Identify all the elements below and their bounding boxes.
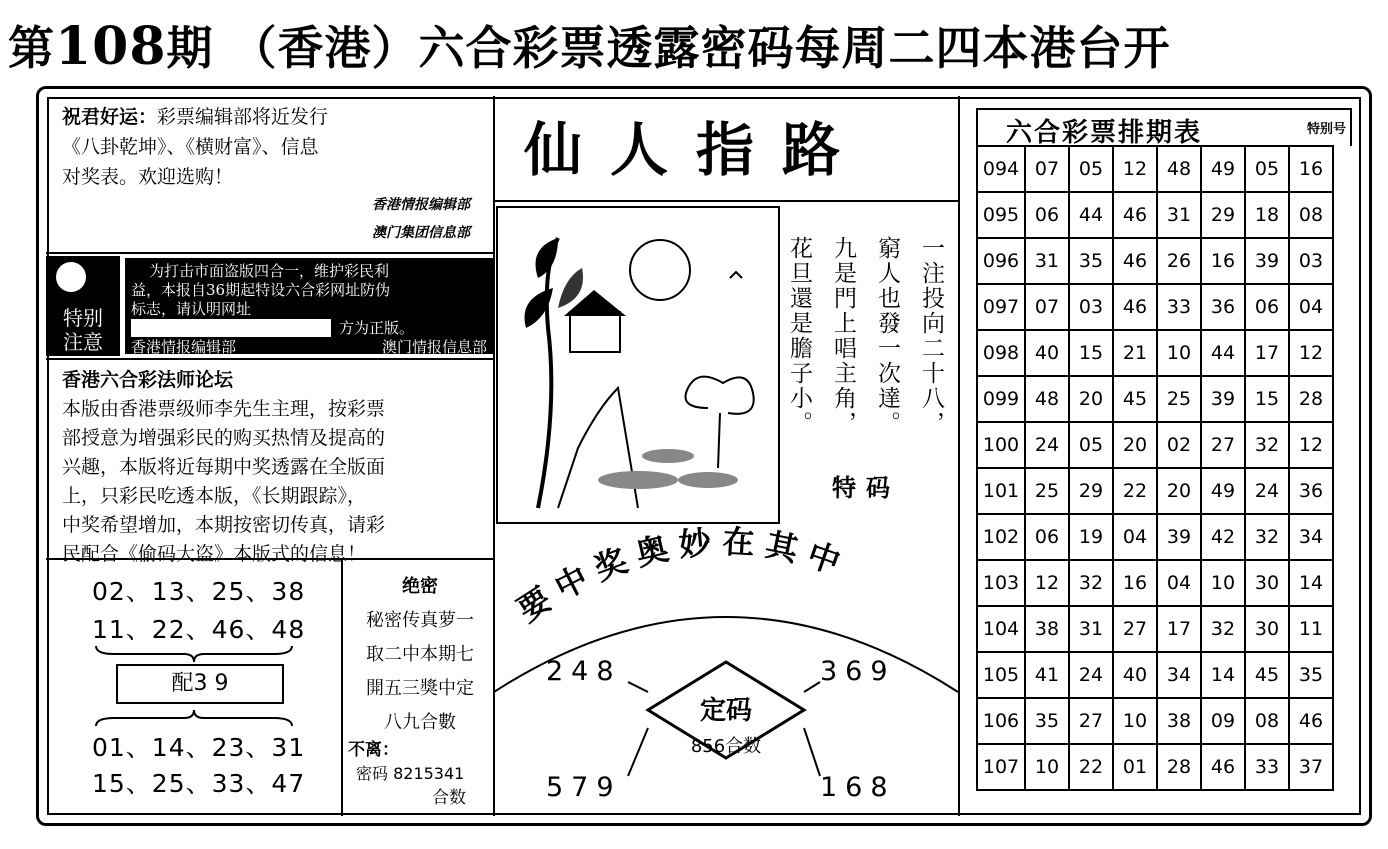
- issue-cell: 094: [977, 146, 1025, 192]
- number-cell: 40: [1025, 330, 1069, 376]
- notice-line4: 方为正版。: [339, 319, 415, 337]
- table-row: [977, 146, 1333, 192]
- secret-line4: 八九合數: [384, 712, 456, 733]
- table-row: [977, 192, 1333, 238]
- number-cell: 04: [1289, 284, 1333, 330]
- number-cell: 33: [1245, 744, 1289, 790]
- number-cell: 07: [1025, 146, 1069, 192]
- page-headline: [8, 10, 1298, 84]
- number-cell: 10: [1157, 330, 1201, 376]
- number-cell: 42: [1201, 514, 1245, 560]
- number-cell: 32: [1245, 514, 1289, 560]
- table-row: [977, 238, 1333, 284]
- issue-cell: 095: [977, 192, 1025, 238]
- number-cell: 34: [1157, 652, 1201, 698]
- number-cell: 22: [1069, 744, 1113, 790]
- number-cell: 06: [1025, 514, 1069, 560]
- secret-title: 绝密: [402, 576, 438, 597]
- number-cell: 30: [1245, 606, 1289, 652]
- number-cell: 32: [1201, 606, 1245, 652]
- code-top-left: 248: [546, 656, 622, 687]
- notice-footer: [131, 338, 487, 357]
- number-cell: 12: [1025, 560, 1069, 606]
- number-cell: 39: [1157, 514, 1201, 560]
- number-cell: 15: [1069, 330, 1113, 376]
- illustration-frame: [496, 206, 780, 524]
- number-cell: 26: [1157, 238, 1201, 284]
- number-cell: 32: [1069, 560, 1113, 606]
- secret-line1: 秘密传真萝一: [366, 610, 474, 631]
- number-cell: 29: [1201, 192, 1245, 238]
- secret-block: [350, 570, 490, 740]
- number-row-4: 15、25、33、47: [92, 769, 306, 798]
- url-blank: [131, 319, 331, 337]
- number-cell: 35: [1289, 652, 1333, 698]
- number-cell: 35: [1069, 238, 1113, 284]
- table-row: [977, 376, 1333, 422]
- issue-cell: 103: [977, 560, 1025, 606]
- number-cell: 14: [1289, 560, 1333, 606]
- number-cell: 46: [1113, 284, 1157, 330]
- issue-cell: 098: [977, 330, 1025, 376]
- secret-line3: 開五三獎中定: [366, 678, 474, 699]
- greeting-line3: 对奖表。欢迎选购！: [62, 166, 234, 188]
- center-title: 仙人指路: [524, 116, 869, 184]
- forum-title: 香港六合彩法师论坛: [62, 369, 234, 391]
- divider-center-title: [494, 200, 959, 202]
- number-cell: 44: [1201, 330, 1245, 376]
- number-cell: 46: [1113, 238, 1157, 284]
- number-cell: 16: [1113, 560, 1157, 606]
- greeting-signature-2: 澳门集团信息部: [372, 225, 470, 241]
- number-cell: 31: [1025, 238, 1069, 284]
- table-row: [977, 606, 1333, 652]
- number-cell: 27: [1113, 606, 1157, 652]
- secret-sum: 合数: [432, 788, 466, 808]
- forum-line4: 上，只彩民吃透本版，《长期跟踪》，: [62, 485, 367, 507]
- number-cell: 48: [1025, 376, 1069, 422]
- number-cell: 09: [1201, 698, 1245, 744]
- schedule-table: [976, 145, 1334, 791]
- number-cell: 08: [1289, 192, 1333, 238]
- code-bottom-right: 168: [820, 772, 896, 803]
- number-cell: 17: [1245, 330, 1289, 376]
- headline-suffix: 期 （香港）六合彩票透露密码每周二四本港台开: [166, 21, 1171, 75]
- number-cell: 46: [1113, 192, 1157, 238]
- number-cell: 04: [1113, 514, 1157, 560]
- number-cell: 19: [1069, 514, 1113, 560]
- number-cell: 30: [1245, 560, 1289, 606]
- table-row: [977, 514, 1333, 560]
- number-cell: 39: [1245, 238, 1289, 284]
- schedule-header: [976, 108, 1352, 146]
- number-cell: 28: [1289, 376, 1333, 422]
- issue-cell: 096: [977, 238, 1025, 284]
- schedule-special-label: 特别号: [1306, 122, 1346, 137]
- number-cell: 31: [1157, 192, 1201, 238]
- greeting-signature-1: 香港情报编辑部: [372, 197, 470, 213]
- number-cell: 46: [1289, 698, 1333, 744]
- number-cell: 05: [1245, 146, 1289, 192]
- number-cell: 21: [1113, 330, 1157, 376]
- number-cell: 49: [1201, 468, 1245, 514]
- table-row: [977, 652, 1333, 698]
- arc-slogan: [511, 522, 855, 629]
- number-cell: 02: [1157, 422, 1201, 468]
- greeting-block: [62, 102, 482, 192]
- number-cell: 35: [1025, 698, 1069, 744]
- notice-footer-right: 澳门情报信息部: [381, 338, 487, 356]
- number-cell: 20: [1113, 422, 1157, 468]
- poem-line-3: 九是門上唱主角，: [830, 236, 856, 436]
- code-bottom-left: 579: [546, 772, 622, 803]
- table-row: [977, 744, 1333, 790]
- number-cell: 18: [1245, 192, 1289, 238]
- number-cell: 20: [1069, 376, 1113, 422]
- number-row-2: 11、22、46、48: [92, 615, 306, 644]
- number-cell: 33: [1157, 284, 1201, 330]
- notice-bomb-icon: [56, 262, 86, 292]
- number-cell: 14: [1201, 652, 1245, 698]
- number-cell: 03: [1069, 284, 1113, 330]
- number-cell: 12: [1289, 422, 1333, 468]
- number-cell: 38: [1157, 698, 1201, 744]
- code-top-right: 369: [820, 656, 896, 687]
- number-cell: 25: [1025, 468, 1069, 514]
- secret-line2: 取二中本期七: [366, 644, 474, 665]
- greeting-line1: 彩票编辑部将近发行: [157, 106, 329, 128]
- fairy-scene-illustration: [498, 208, 778, 522]
- special-label: 特码: [832, 473, 900, 502]
- number-cell: 05: [1069, 422, 1113, 468]
- number-cell: 34: [1289, 514, 1333, 560]
- forum-block: [62, 366, 486, 569]
- issue-cell: 099: [977, 376, 1025, 422]
- secret-code: 密码 8215341: [356, 764, 465, 783]
- number-cell: 40: [1113, 652, 1157, 698]
- issue-cell: 100: [977, 422, 1025, 468]
- number-cell: 17: [1157, 606, 1201, 652]
- number-cell: 46: [1201, 744, 1245, 790]
- number-cell: 16: [1289, 146, 1333, 192]
- notice-label-2: 注意: [63, 330, 103, 354]
- table-row: [977, 560, 1333, 606]
- number-cell: 36: [1289, 468, 1333, 514]
- greeting-title: 祝君好运：: [62, 106, 158, 128]
- table-row: [977, 468, 1333, 514]
- number-cell: 01: [1113, 744, 1157, 790]
- diamond-subtitle: 856合数: [690, 736, 762, 757]
- issue-cell: 097: [977, 284, 1025, 330]
- pair-box: 配3 9: [116, 664, 284, 704]
- notice-box: [125, 258, 493, 354]
- table-row: [977, 330, 1333, 376]
- number-cell: 24: [1245, 468, 1289, 514]
- number-cell: 32: [1245, 422, 1289, 468]
- notice-line2: 益，本报自36期起特设六合彩网址防伪: [131, 281, 391, 299]
- greeting-line2: 《八卦乾坤》、《横财富》、信息: [62, 136, 319, 158]
- number-cell: 05: [1069, 146, 1113, 192]
- notice-footer-left: 香港情报编辑部: [131, 338, 237, 356]
- number-cell: 25: [1157, 376, 1201, 422]
- forum-line3: 兴趣，本版将近每期中奖透露在全版面: [62, 456, 386, 478]
- poem-line-2: 窮人也發一次達。: [874, 236, 900, 436]
- number-cell: 45: [1113, 376, 1157, 422]
- number-cell: 10: [1201, 560, 1245, 606]
- number-cell: 27: [1069, 698, 1113, 744]
- number-cell: 20: [1157, 468, 1201, 514]
- number-cell: 08: [1245, 698, 1289, 744]
- number-cell: 10: [1113, 698, 1157, 744]
- number-cell: 03: [1289, 238, 1333, 284]
- number-cell: 24: [1025, 422, 1069, 468]
- number-cell: 12: [1113, 146, 1157, 192]
- forum-line6: 民配合《偷码大盗》本版式的信息！: [62, 543, 367, 565]
- number-cell: 28: [1157, 744, 1201, 790]
- number-row-3: 01、14、23、31: [92, 733, 306, 762]
- notice-line3: 标志，请认明网址: [131, 300, 252, 318]
- issue-cell: 106: [977, 698, 1025, 744]
- issue-cell: 107: [977, 744, 1025, 790]
- notice-url-row: [131, 319, 487, 338]
- diamond-title: 定码: [699, 696, 752, 726]
- number-cell: 15: [1245, 376, 1289, 422]
- divider-notice: [46, 358, 494, 360]
- number-cell: 48: [1157, 146, 1201, 192]
- forum-line5: 中奖希望增加，本期按密切传真，请彩: [62, 514, 386, 536]
- divider-right: [958, 96, 960, 816]
- number-row-1: 02、13、25、38: [92, 577, 306, 606]
- table-row: [977, 698, 1333, 744]
- arc-slogan-path: 要中奖奥妙在其中: [510, 522, 855, 630]
- issue-cell: 105: [977, 652, 1025, 698]
- poem-line-4: 花旦還是膽子小。: [786, 236, 812, 436]
- number-cell: 11: [1289, 606, 1333, 652]
- number-cell: 29: [1069, 468, 1113, 514]
- number-cell: 39: [1201, 376, 1245, 422]
- divider-bottom-left: [341, 560, 343, 816]
- number-cell: 38: [1025, 606, 1069, 652]
- number-cell: 24: [1069, 652, 1113, 698]
- number-cell: 44: [1069, 192, 1113, 238]
- notice-line1: 为打击市面盗版四合一，维护彩民利: [149, 262, 390, 280]
- number-cell: 06: [1025, 192, 1069, 238]
- notice-label-1: 特别: [63, 306, 103, 330]
- table-row: [977, 422, 1333, 468]
- number-cell: 36: [1201, 284, 1245, 330]
- poem-line-1: 一注投向二十八，: [918, 236, 944, 436]
- number-cell: 31: [1069, 606, 1113, 652]
- brace-bottom-icon: [94, 708, 294, 728]
- number-cell: 45: [1245, 652, 1289, 698]
- forum-line1: 本版由香港票级师李先生主理，按彩票: [62, 398, 386, 420]
- issue-cell: 104: [977, 606, 1025, 652]
- issue-cell: 102: [977, 514, 1025, 560]
- number-cell: 10: [1025, 744, 1069, 790]
- number-cell: 22: [1113, 468, 1157, 514]
- number-cell: 27: [1201, 422, 1245, 468]
- number-cell: 06: [1245, 284, 1289, 330]
- number-cell: 04: [1157, 560, 1201, 606]
- issue-cell: 101: [977, 468, 1025, 514]
- number-cell: 12: [1289, 330, 1333, 376]
- number-cell: 49: [1201, 146, 1245, 192]
- forum-line2: 部授意为增强彩民的购买热情及提高的: [62, 427, 386, 449]
- table-row: [977, 284, 1333, 330]
- divider-greeting: [46, 252, 494, 254]
- number-cell: 07: [1025, 284, 1069, 330]
- brace-top-icon: [94, 644, 294, 664]
- secret-not-apart: 不离：: [348, 740, 399, 760]
- issue-number: 108: [55, 16, 167, 77]
- schedule-title: 六合彩票排期表: [1006, 118, 1203, 148]
- headline-prefix: 第: [8, 21, 55, 75]
- number-cell: 41: [1025, 652, 1069, 698]
- number-cell: 37: [1289, 744, 1333, 790]
- number-cell: 16: [1201, 238, 1245, 284]
